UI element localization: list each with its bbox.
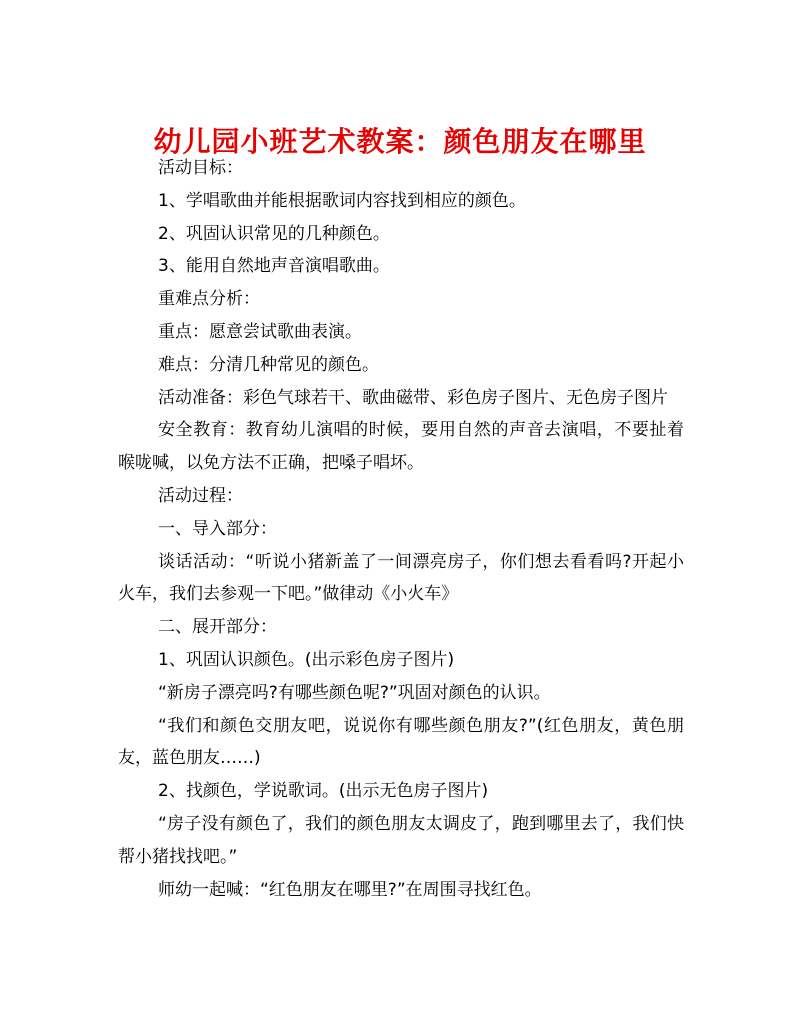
paragraph: 1、巩固认识颜色。(出示彩色房子图片): [158, 649, 455, 670]
paragraph: 1、学唱歌曲并能根据歌词内容找到相应的颜色。: [158, 190, 526, 211]
paragraph: “我们和颜色交朋友吧，说说你有哪些颜色朋友?”(红色朋友，黄色朋友，蓝色朋友……): [118, 715, 684, 769]
paragraph: 2、巩固认识常见的几种颜色。: [158, 223, 390, 244]
paragraph: 重难点分析：: [158, 289, 260, 310]
paragraph: 安全教育：教育幼儿演唱的时候，要用自然的声音去演唱，不要扯着喉咙喊，以免方法不正确，把嗓子唱坏。: [118, 420, 684, 474]
paragraph: 3、能用自然地声音演唱歌曲。: [158, 256, 390, 277]
paragraph: 活动目标：: [158, 158, 243, 178]
document-title: 幼儿园小班艺术教案：颜色朋友在哪里: [153, 124, 647, 158]
paragraph: 活动过程：: [158, 485, 243, 506]
paragraph: “新房子漂亮吗?有哪些颜色呢?”巩固对颜色的认识。: [158, 682, 551, 703]
paragraph: “房子没有颜色了，我们的颜色朋友太调皮了，跑到哪里去了，我们快帮小猪找找吧。”: [118, 813, 684, 867]
paragraph: 重点：愿意尝试歌曲表演。: [158, 321, 362, 342]
paragraph: 二、展开部分：: [158, 617, 277, 638]
paragraph: 一、导入部分：: [158, 518, 277, 539]
paragraph: 师幼一起喊：“红色朋友在哪里?”在周围寻找红色。: [158, 879, 542, 900]
paragraph: 谈话活动：“听说小猪新盖了一间漂亮房子，你们想去看看吗?开起小火车，我们去参观一下吧。”做律动《小火车》: [118, 551, 684, 605]
document-body: [118, 152, 684, 906]
paragraph: 2、找颜色，学说歌词。(出示无色房子图片): [158, 781, 489, 802]
paragraph: 难点：分清几种常见的颜色。: [158, 354, 379, 375]
paragraph: 活动准备：彩色气球若干、歌曲磁带、彩色房子图片、无色房子图片: [158, 387, 668, 408]
